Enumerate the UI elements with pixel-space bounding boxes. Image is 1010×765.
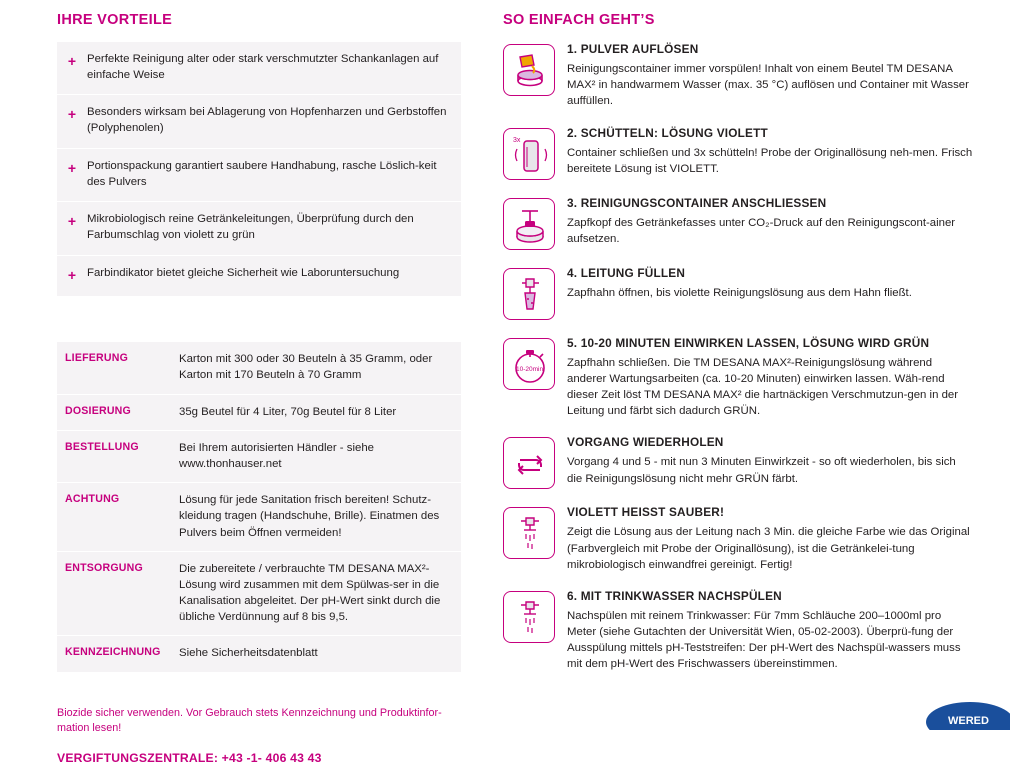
step-4-icon-box	[503, 266, 555, 320]
connect-container-icon	[503, 198, 555, 250]
table-row	[57, 636, 461, 672]
step-violet-body	[567, 505, 973, 573]
step-4-body	[567, 266, 973, 301]
step-2-text: Container schließen und 3x schütteln! Probe der Originallösung neh-men. Frisch bereitete Lösung ist VIOLETT.	[567, 146, 973, 175]
benefits-table	[57, 42, 461, 296]
table-row	[57, 255, 461, 296]
step-3	[503, 196, 973, 250]
benefits-title: IHRE VORTEILE	[57, 12, 173, 28]
plus-icon: +	[67, 53, 77, 69]
step-violet-text: Zeigt die Lösung aus der Leitung nach 3 Min. die gleiche Farbe wie das Original (Farbvergleich mit Probe der Originallösung), ist die Getränkelei-tung mikrobiologisch einwandfrei gereinigt. Fertig!	[567, 526, 970, 571]
step-repeat-body	[567, 435, 973, 486]
spec-label: ENTSORGUNG	[57, 551, 179, 636]
step-1-icon-box	[503, 42, 555, 96]
step-repeat-icon-box	[503, 435, 555, 489]
table-row	[57, 95, 461, 148]
step-3-heading: 3. REINIGUNGSCONTAINER ANSCHLIESSEN	[567, 195, 827, 210]
spec-label: KENNZEICHNUNG	[57, 636, 179, 672]
step-repeat	[503, 435, 973, 489]
plus-icon: +	[57, 255, 87, 296]
spec-label: DOSIERUNG	[57, 394, 179, 430]
table-row	[57, 483, 461, 552]
step-4	[503, 266, 973, 320]
plus-icon: +	[57, 202, 87, 255]
step-3-icon-box	[503, 196, 555, 250]
spec-value: Die zubereitete / verbrauchte TM DESANA MAX²-Lösung wird zusammen mit dem Spülwas-ser in die Kanalisation abgeleitet. Der pH-Wert sinkt durch die übliche Verdünnung auf 8 bis 9,5.	[179, 551, 461, 636]
table-row	[57, 430, 461, 482]
fill-line-icon	[503, 268, 555, 320]
table-row	[57, 202, 461, 255]
step-4-heading: 4. LEITUNG FÜLLEN	[567, 265, 686, 280]
step-2-body	[567, 126, 973, 177]
step-1-text: Reinigungscontainer immer vorspülen! Inhalt von einem Beutel TM DESANA MAX² in handwarmem Wasser (max. 35 °C) auflösen und Container mit Wasser auffüllen.	[567, 63, 969, 108]
svg-text:3x: 3x	[513, 136, 521, 144]
step-2-icon-box	[503, 126, 555, 180]
instructions-title: SO EINFACH GEHT’S	[503, 12, 655, 28]
table-row	[57, 42, 461, 95]
benefit-text: Mikrobiologisch reine Getränkeleitungen, Überprüfung durch den Farbumschlag von violett zu grün	[87, 202, 461, 255]
step-6-heading: 6. MIT TRINKWASSER NACHSPÜLEN	[567, 588, 782, 603]
step-violet	[503, 505, 973, 573]
step-3-body	[567, 196, 973, 247]
step-repeat-text: Vorgang 4 und 5 - mit nun 3 Minuten Einwirkzeit - so oft wiederholen, bis sich die Reinigungslösung nicht mehr GRÜN färbt.	[567, 456, 956, 485]
plus-icon: +	[57, 95, 87, 148]
step-4-text: Zapfhahn öffnen, bis violette Reinigungslösung aus dem Hahn fließt.	[567, 286, 912, 299]
plus-icon: +	[57, 148, 87, 201]
timer-icon	[503, 338, 555, 390]
rinse-water-icon	[503, 591, 555, 643]
powder-dissolve-icon	[503, 44, 555, 96]
spec-value: Karton mit 300 oder 30 Beuteln à 35 Gramm, oder Karton mit 170 Beuteln à 70 Gramm	[179, 353, 433, 382]
poison-hotline: VERGIFTUNGSZENTRALE: +43 -1- 406 43 43	[57, 750, 322, 765]
step-violet-heading: VIOLETT HEISST SAUBER!	[567, 505, 725, 520]
spec-value: Lösung für jede Sanitation frisch bereiten! Schutz-kleidung tragen (Handschuhe, Brille). Einatmen des Pulvers beim Öffnen vermeiden!	[179, 483, 461, 552]
tap-violet-icon	[503, 507, 555, 559]
table-row	[57, 148, 461, 201]
step-6-text: Nachspülen mit reinem Trinkwasser: Für 7mm Schläuche 200–1000ml pro Meter (siehe Gutachten der Universität Wien, 05-02-2003). Überprü-fung der Ausspülung mittels pH-Teststreifen: Der pH-Wert des Nachspül-wassers muss mit dem pH-Wert des Frischwassers übereinstimmen.	[567, 609, 961, 671]
step-5-heading: 5. 10-20 MINUTEN EINWIRKEN LASSEN, LÖSUNG WIRD GRÜN	[567, 335, 930, 350]
step-5-text: Zapfhahn schließen. Die TM DESANA MAX²-Reinigungslösung während anderer Wartungsarbeiten (ca. 10-20 Minuten) einwirken lassen. Wäh-rend dieser Zeit löst TM DESANA MAX² die hartnäckigen Verschmutzun-gen in der Leitung und färbt sich dadurch GRÜN.	[567, 356, 959, 418]
step-5-body	[567, 336, 973, 420]
biocide-note: Biozide sicher verwenden. Vor Gebrauch stets Kennzeichnung und Produktinfor-mation lesen!	[57, 706, 442, 735]
step-2	[503, 126, 973, 180]
step-3-text: Zapfkopf des Getränkefasses unter CO₂-Druck auf den Reinigungscont-ainer aufsetzen.	[567, 216, 956, 245]
benefit-text: Farbindikator bietet gleiche Sicherheit wie Laboruntersuchung	[87, 255, 461, 296]
benefit-text: Portionspackung garantiert saubere Handhabung, rasche Löslich-keit des Pulvers	[87, 148, 461, 201]
table-row	[57, 551, 461, 636]
step-5-icon-box	[503, 336, 555, 390]
spec-value: Bei Ihrem autorisierten Händler - siehe www.thonhauser.net	[179, 430, 461, 482]
step-1-heading: 1. PULVER AUFLÖSEN	[567, 42, 699, 56]
spec-label: ACHTUNG	[57, 483, 179, 552]
specifications-table	[57, 342, 461, 671]
spec-label: LIEFERUNG	[65, 352, 129, 365]
step-1	[503, 42, 973, 110]
step-violet-icon-box	[503, 505, 555, 559]
repeat-icon	[503, 437, 555, 489]
shake-container-icon	[503, 128, 555, 180]
benefit-text: Perfekte Reinigung alter oder stark verschmutzter Schankanlagen auf einfache Weise	[87, 53, 439, 81]
benefit-text: Besonders wirksam bei Ablagerung von Hopfenharzen und Gerbstoffen (Polyphenolen)	[87, 95, 461, 148]
instructions-column	[503, 12, 973, 689]
table-row	[57, 342, 461, 394]
step-6	[503, 589, 973, 673]
step-6-icon-box	[503, 589, 555, 643]
spec-value: 35g Beutel für 4 Liter, 70g Beutel für 8 Liter	[179, 394, 461, 430]
step-6-body	[567, 589, 973, 673]
spec-label: BESTELLUNG	[57, 430, 179, 482]
step-2-heading: 2. SCHÜTTELN: LÖSUNG VIOLETT	[567, 125, 768, 140]
powered-badge-text: WERED	[948, 715, 989, 727]
svg-text:10-20min.: 10-20min.	[516, 365, 545, 373]
step-1-body	[567, 42, 973, 110]
benefits-column	[57, 12, 461, 765]
step-repeat-heading: VORGANG WIEDERHOLEN	[567, 435, 724, 450]
spec-value: Siehe Sicherheitsdatenblatt	[179, 636, 461, 672]
table-row	[57, 394, 461, 430]
step-5	[503, 336, 973, 420]
